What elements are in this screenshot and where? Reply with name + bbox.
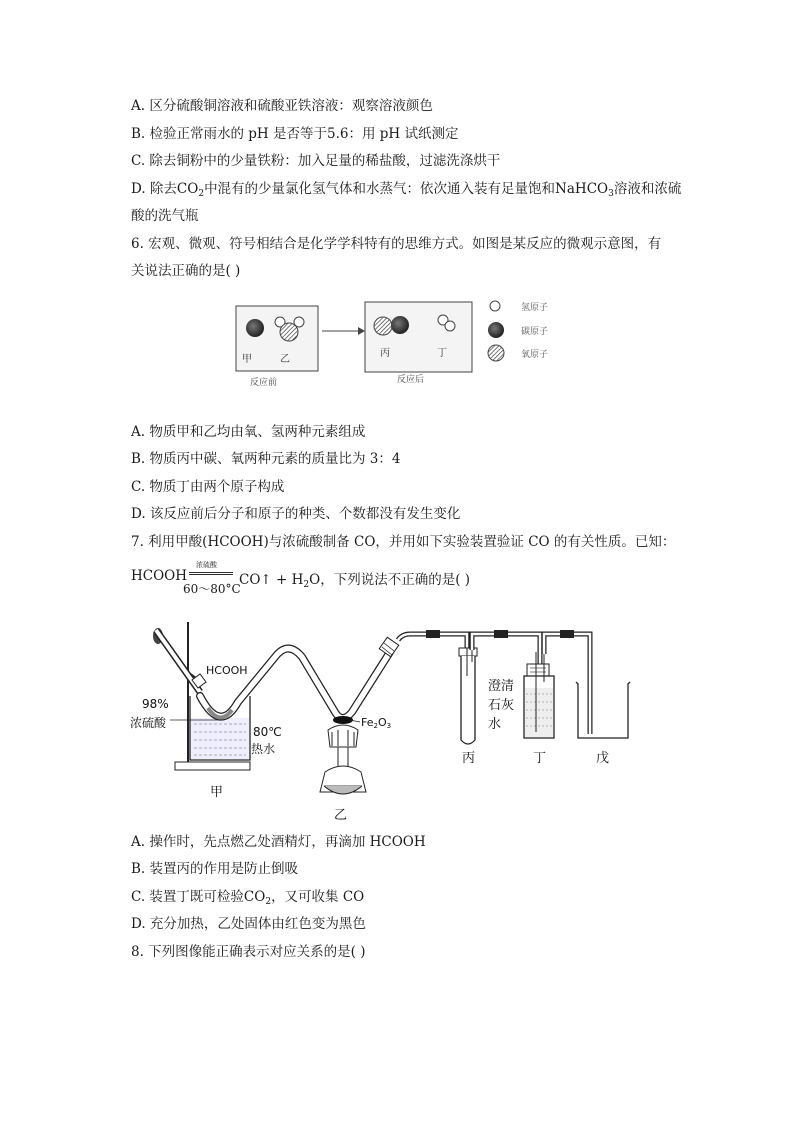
label-acid-name: 浓硫酸: [130, 716, 167, 730]
label-limewater-2: 石灰: [488, 698, 515, 713]
q5-option-d: [131, 179, 681, 204]
q7-c-text-1: C. 装置丁既可检验CO: [131, 889, 266, 905]
connecting-pipe-2: [472, 634, 540, 668]
eq-product-1: CO↑ + H: [239, 572, 304, 588]
carbon-atom-icon: [246, 319, 264, 337]
fe2o3-sub1: 2: [373, 722, 378, 730]
q7-option-c: [131, 887, 364, 912]
legend-oxygen-icon: [488, 345, 504, 361]
q7-c-sub: 2: [265, 897, 272, 907]
q5-d-sub-2: 3: [608, 189, 614, 199]
oxygen-atom-icon: [280, 323, 298, 341]
q6-option-c: C. 物质丁由两个原子构成: [131, 479, 285, 495]
q7-option-d: D. 充分加热，乙处固体由红色变为黑色: [131, 916, 366, 932]
label-yi: 乙: [334, 808, 348, 823]
stand-base: [175, 762, 250, 770]
eq-condition: 60～80°C: [183, 582, 241, 596]
arrow-head-icon: [358, 327, 365, 335]
eq-product-sub: 2: [303, 580, 310, 590]
label-limewater-3: 水: [488, 717, 502, 732]
label-water-name: 热水: [251, 742, 276, 756]
label-fe2o3: [361, 716, 391, 730]
fe2o3-o: O: [377, 716, 387, 729]
legend-carbon-label: 碳原子: [521, 327, 549, 337]
label-bing: 丙: [380, 348, 390, 359]
fe2o3-sub2: 3: [386, 722, 392, 730]
legend-hydrogen-label: 氢原子: [521, 303, 549, 313]
eq-product-2: O，下列说法不正确的是( ): [309, 572, 471, 588]
label-ding: 丁: [533, 751, 547, 766]
q6-reaction-diagram: [230, 296, 590, 392]
label-bing: 丙: [462, 751, 476, 766]
hydrogen-atom-icon: [445, 321, 455, 331]
label-yi: 乙: [280, 354, 290, 365]
test-tube-bing: [459, 648, 477, 744]
eq-arrow-line-2: [189, 574, 233, 575]
gas-bottle-ding: [524, 652, 554, 738]
caption-after: 反应后: [397, 375, 425, 385]
q7-option-a: A. 操作时，先点燃乙处酒精灯，再滴加 HCOOH: [131, 834, 426, 850]
carbon-atom-icon: [391, 316, 409, 334]
oxygen-atom-icon: [374, 317, 392, 335]
q6-stem-line1: 6. 宏观、微观、符号相结合是化学学科特有的思维方式。如图是某反应的微观示意图，有: [131, 236, 662, 252]
q5-d-text-2: 中混有的少量氯化氢气体和水蒸气：依次通入装有足量饱和NaHCO: [204, 181, 609, 197]
label-ding: 丁: [437, 348, 447, 359]
alcohol-lamp: [320, 725, 366, 794]
label-acid-pct: 98%: [142, 697, 169, 711]
eq-products: [239, 568, 470, 590]
q5-d-sub-1: 2: [198, 189, 205, 199]
q5-option-b: B. 检验正常雨水的 pH 是否等于5.6：用 pH 试纸测定: [131, 126, 459, 142]
q5-option-d-line2: 酸的洗气瓶: [131, 208, 199, 224]
label-jia: 甲: [242, 354, 252, 365]
legend-carbon-icon: [488, 322, 504, 338]
rubber-joint: [494, 630, 508, 638]
caption-before: 反应前: [250, 378, 278, 388]
label-water-temp: 80℃: [253, 725, 282, 739]
q7-apparatus-diagram: [120, 612, 640, 824]
label-jia: 甲: [210, 785, 224, 800]
q7-option-b: B. 装置丙的作用是防止倒吸: [131, 861, 299, 877]
q7-stem-line1: 7. 利用甲酸(HCOOH)与浓硫酸制备 CO，并用如下实验装置验证 CO 的有关性质。已知：: [131, 534, 676, 550]
fe2o3-fe: Fe: [361, 716, 374, 729]
rubber-joint: [426, 630, 440, 638]
eq-catalyst: 浓硫酸: [196, 561, 217, 569]
right-stopper: [379, 637, 398, 656]
q6-stem-line2: 关说法正确的是( ): [131, 263, 241, 279]
legend-oxygen-label: 氧原子: [521, 350, 549, 360]
q8-stem: 8. 下列图像能正确表示对应关系的是( ): [131, 944, 366, 960]
legend-hydrogen-icon: [490, 301, 500, 311]
rubber-joint: [560, 630, 574, 638]
q7-equation: [131, 560, 491, 600]
eq-reactant: HCOOH: [131, 568, 188, 584]
q7-c-text-2: ，又可收集 CO: [271, 889, 365, 905]
q6-option-a: A. 物质甲和乙均由氧、氢两种元素组成: [131, 424, 366, 440]
label-hcooh: HCOOH: [206, 664, 248, 677]
w-shaped-tube: [200, 649, 390, 719]
q6-option-d: D. 该反应前后分子和原子的种类、个数都没有发生变化: [131, 506, 461, 522]
q5-d-text-1: D. 除去CO: [131, 181, 199, 197]
q5-option-c: C. 除去铜粉中的少量铁粉：加入足量的稀盐酸，过滤洗涤烘干: [131, 153, 501, 169]
q6-option-b: B. 物质丙中碳、氧两种元素的质量比为 3：4: [131, 451, 401, 467]
label-wu: 戊: [596, 751, 610, 766]
q5-option-a: A. 区分硫酸铜溶液和硫酸亚铁溶液：观察溶液颜色: [131, 98, 433, 114]
q5-d-text-3: 溶液和浓硫: [613, 181, 682, 197]
eq-arrow-line: [189, 572, 233, 573]
label-limewater-1: 澄清: [488, 679, 515, 694]
beaker-wu: [576, 682, 630, 738]
after-box: [365, 302, 472, 372]
